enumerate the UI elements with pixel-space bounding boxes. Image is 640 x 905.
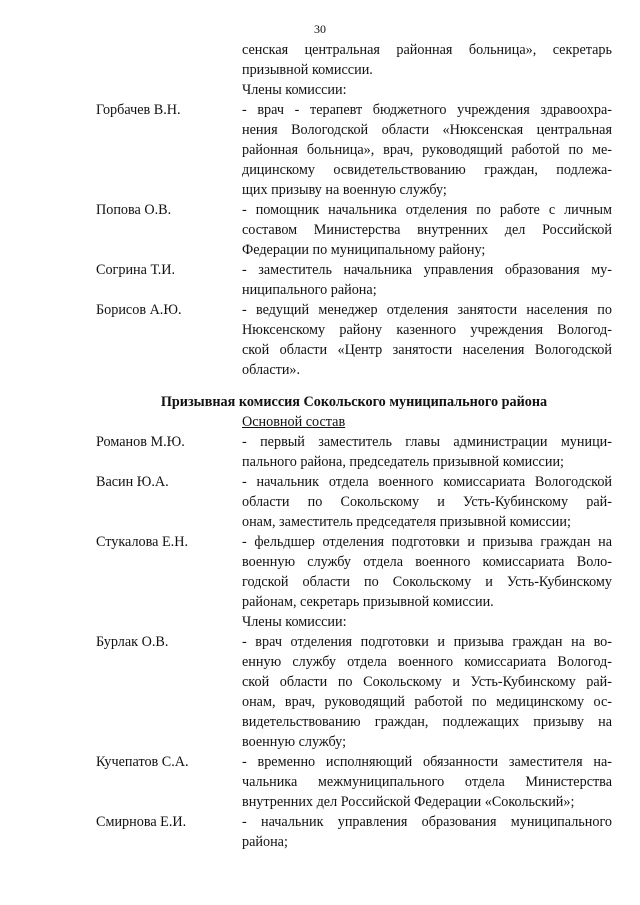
continuation-entry <box>96 40 612 80</box>
section-heading: Призывная комиссия Сокольского муниципального района <box>160 394 548 410</box>
member-name: Согрина Т.И. <box>96 262 176 278</box>
members-label: Члены комиссии: <box>242 614 347 630</box>
member-name: Стукалова Е.Н. <box>96 534 189 550</box>
member-name: Бурлак О.В. <box>96 634 169 650</box>
member-description: - врач - терапевт бюджетного учреждения здравоохра- нения Вологодской области «Нюксенская центральная районная больница», врач, руководящий работой по ме- дицинскому освидетельствованию граждан, подлежа- щих призыву на военную службу; <box>242 102 612 198</box>
composition-label: Основной состав <box>242 414 346 430</box>
member-entry <box>96 812 612 852</box>
member-description: сенская центральная районная больница», секретарь призывной комиссии. <box>242 42 612 78</box>
member-entry <box>96 432 612 472</box>
member-name: Кучепатов С.А. <box>96 754 189 770</box>
member-entry <box>96 632 612 752</box>
member-name: Горбачев В.Н. <box>96 102 181 118</box>
member-description: - помощник начальника отделения по работе с личным составом Министерства внутренних дел Российской Федерации по муниципальному району; <box>242 202 612 258</box>
member-name: Попова О.В. <box>96 202 172 218</box>
member-entry <box>96 472 612 532</box>
member-name <box>96 40 242 80</box>
document-body <box>96 40 612 852</box>
member-description: - начальник отдела военного комиссариата Вологодской области по Сокольскому и Усть-Кубинскому рай- онам, заместитель председателя призывной комиссии; <box>242 474 612 530</box>
members-label: Члены комиссии: <box>242 82 347 98</box>
member-entry <box>96 200 612 260</box>
page-number: 30 <box>314 22 326 36</box>
member-description: - ведущий менеджер отделения занятости населения по Нюксенскому району казенного учреждения Вологод- ской области «Центр занятости населения Вологодской области». <box>242 302 612 378</box>
member-entry <box>96 532 612 612</box>
member-name: Васин Ю.А. <box>96 474 169 490</box>
member-description: - фельдшер отделения подготовки и призыва граждан на военную службу отдела военного комиссариата Воло- годской области по Сокольскому и Усть-Кубинскому районам, секретарь призывной комиссии. <box>242 534 612 610</box>
member-name: Борисов А.Ю. <box>96 302 182 318</box>
member-description: - временно исполняющий обязанности заместителя на- чальника межмуниципального отдела Министерства внутренних дел Российской Федерации «Сокольский»; <box>242 754 612 810</box>
member-description: - заместитель начальника управления образования му- ниципального района; <box>242 262 612 298</box>
member-description: - первый заместитель главы администрации муници- пального района, председатель призывной комиссии; <box>242 434 612 470</box>
member-entry <box>96 100 612 200</box>
member-entry <box>96 300 612 380</box>
member-description: - врач отделения подготовки и призыва граждан на во- енную службу отдела военного комиссариата Вологод- ской области по Сокольскому и Усть-Кубинскому рай- онам, врач, руководящий работой по медицинскому ос- видетельствованию граждан, подлежащих призыву на военную службу; <box>242 634 612 750</box>
member-name: Смирнова Е.И. <box>96 814 187 830</box>
member-description: - начальник управления образования муниципального района; <box>242 814 612 850</box>
member-entry <box>96 260 612 300</box>
member-name: Романов М.Ю. <box>96 434 185 450</box>
member-entry <box>96 752 612 812</box>
